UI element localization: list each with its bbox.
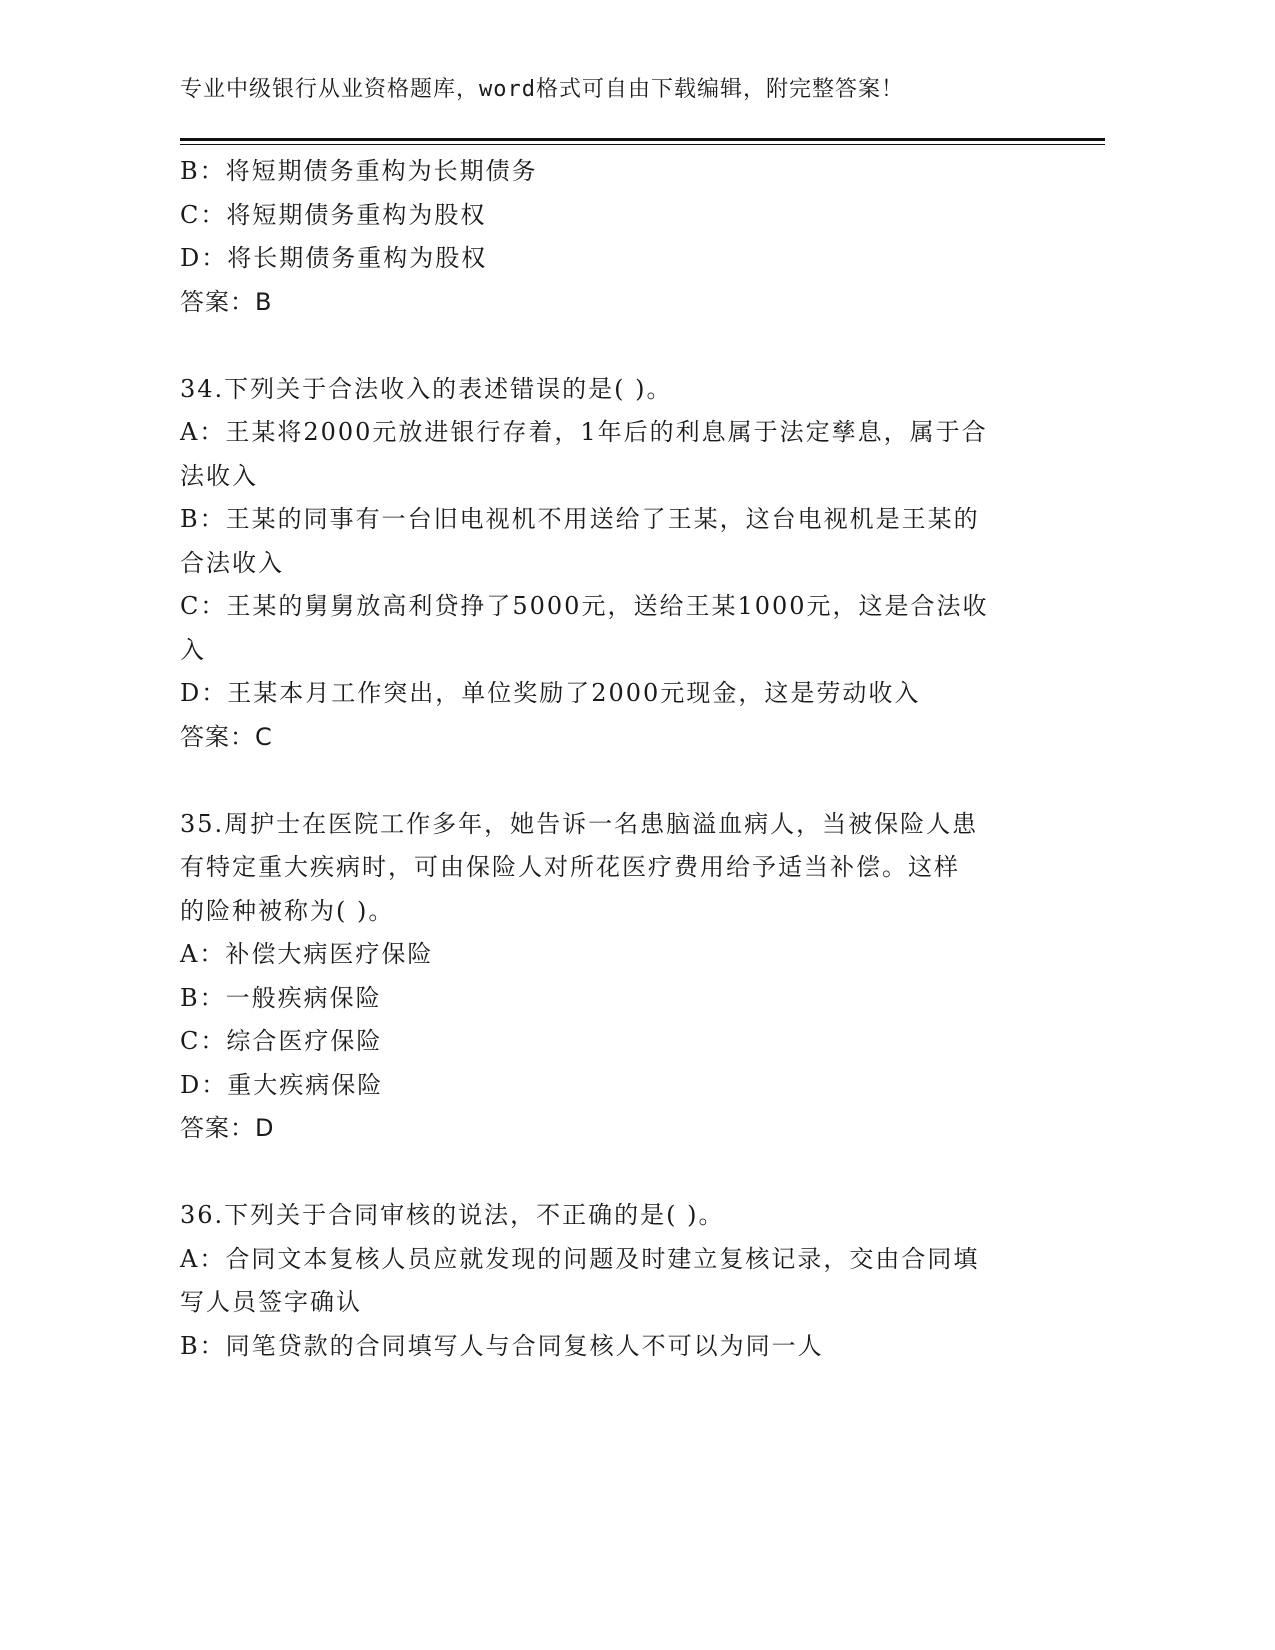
option-a: A：王某将2000元放进银行存着，1年后的利息属于法定孳息，属于合 [180,418,988,446]
spacer [180,1151,1040,1195]
option-c: C：王某的舅舅放高利贷挣了5000元，送给王某1000元，这是合法收 [180,592,989,620]
spacer [180,759,1040,803]
question-text: 34.下列关于合法收入的表述错误的是( )。 [180,374,673,403]
option-a: A：补偿大病医疗保险 [180,940,434,968]
question-36 [180,1194,1040,1368]
option-b: B：将短期债务重构为长期债务 [180,157,538,185]
answer: 答案：C [180,722,273,751]
document-body [180,150,1040,1368]
option-d: D：王某本月工作突出，单位奖励了2000元现金，这是劳动收入 [180,679,921,707]
header-rule-thick [180,138,1105,141]
option-b: B：一般疾病保险 [180,983,382,1012]
page-header: 专业中级银行从业资格题库，word格式可自由下载编辑，附完整答案！ [180,77,904,102]
option-a: A：合同文本复核人员应就发现的问题及时建立复核记录，交由合同填 [180,1244,980,1273]
question-text-continued: 的险种被称为( )。 [180,896,395,925]
question-text-continued: 有特定重大疾病时，可由保险人对所花医疗费用给予适当补偿。这样 [180,853,960,881]
header-rule-thin [180,144,1105,145]
option-d: D：将长期债务重构为股权 [180,244,488,272]
question-34 [180,368,1040,760]
question-text: 35.周护士在医院工作多年，她告诉一名患脑溢血病人，当被保险人患 [180,809,979,838]
option-b-continued: 合法收入 [180,548,284,577]
option-c: C：将短期债务重构为股权 [180,200,487,229]
question-35 [180,803,1040,1151]
option-d: D：重大疾病保险 [180,1070,384,1099]
answer: 答案：D [180,1114,275,1142]
question-text: 36.下列关于合同审核的说法，不正确的是( )。 [180,1201,725,1229]
option-c: C：综合医疗保险 [180,1027,383,1055]
option-c-continued: 入 [180,635,206,664]
option-a-continued: 法收入 [180,461,258,490]
option-a-continued: 写人员签字确认 [180,1288,362,1316]
answer: 答案：B [180,287,273,316]
question-33-tail [180,150,1040,324]
spacer [180,324,1040,368]
option-b: B：同笔贷款的合同填写人与合同复核人不可以为同一人 [180,1331,824,1360]
option-b: B：王某的同事有一台旧电视机不用送给了王某，这台电视机是王某的 [180,505,980,533]
